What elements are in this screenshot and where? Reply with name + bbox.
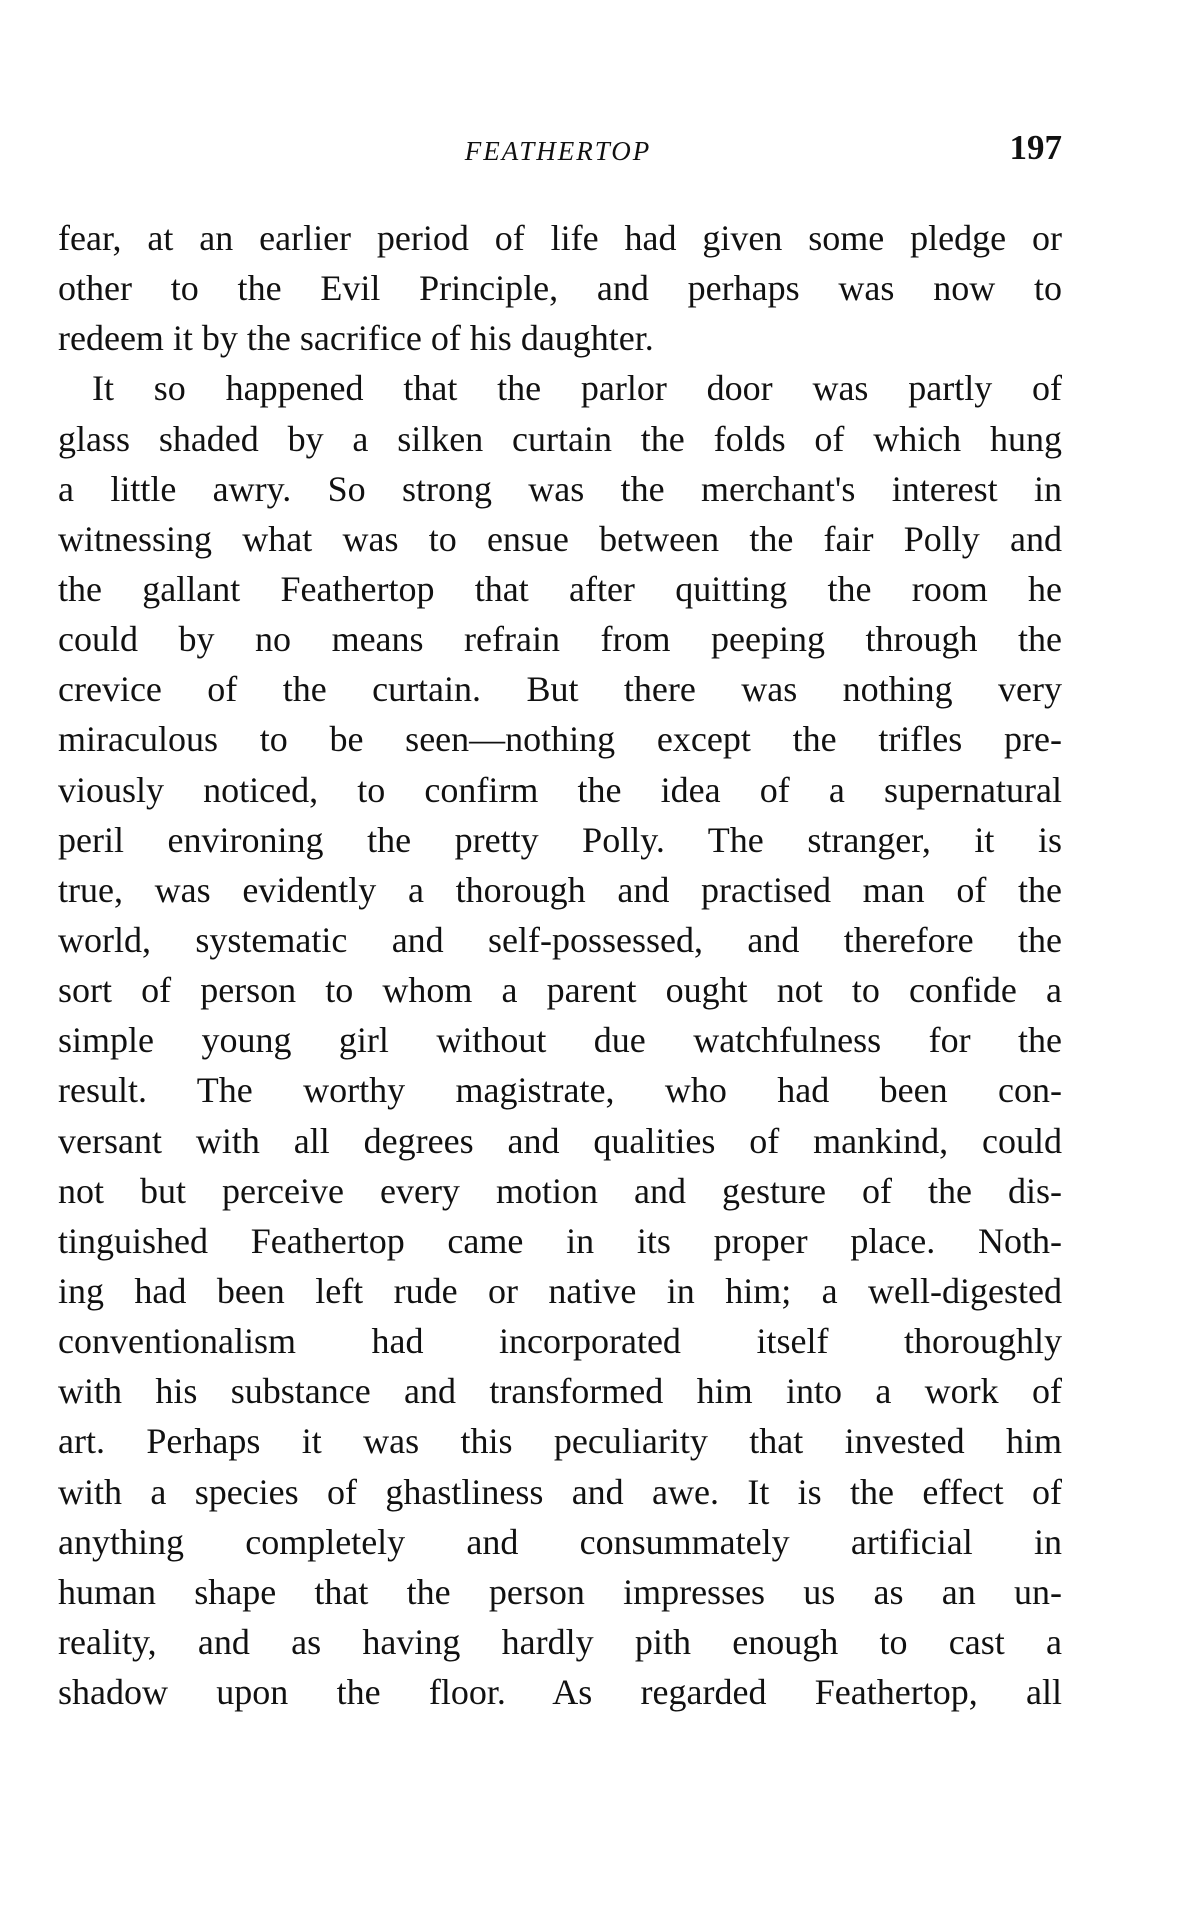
page-number: 197 bbox=[1009, 128, 1062, 167]
text-line: tinguished Feathertop came in its proper place. Noth- bbox=[58, 1220, 1062, 1261]
text-line: not but perceive every motion and gesture of the dis- bbox=[58, 1170, 1062, 1211]
body-text bbox=[58, 213, 1062, 1717]
text-line: versant with all degrees and qualities of mankind, could bbox=[58, 1120, 1062, 1161]
text-line: result. The worthy magistrate, who had been con- bbox=[58, 1070, 1062, 1111]
paragraph bbox=[58, 363, 1062, 1717]
text-line: the gallant Feathertop that after quitting the room he bbox=[58, 568, 1062, 609]
text-line: reality, and as having hardly pith enough to cast a bbox=[58, 1621, 1062, 1662]
text-line: glass shaded by a silken curtain the folds of which hung bbox=[58, 418, 1062, 459]
text-line: fear, at an earlier period of life had given some pledge or bbox=[58, 218, 1062, 258]
text-line: anything completely and consummately artificial in bbox=[58, 1521, 1062, 1562]
text-line: a little awry. So strong was the merchant's interest in bbox=[58, 468, 1062, 509]
text-line: redeem it by the sacrifice of his daughter. bbox=[58, 318, 654, 359]
text-line: other to the Evil Principle, and perhaps was now to bbox=[58, 268, 1062, 309]
running-head: FEATHERTOP bbox=[464, 136, 652, 166]
text-line: ing had been left rude or native in him; a well-digested bbox=[58, 1270, 1062, 1311]
text-line: conventionalism had incorporated itself thoroughly bbox=[58, 1321, 1062, 1362]
text-line: It so happened that the parlor door was partly of bbox=[92, 368, 1062, 409]
text-line: human shape that the person impresses us as an un- bbox=[58, 1571, 1062, 1612]
text-line: simple young girl without due watchfulness for the bbox=[58, 1020, 1062, 1061]
text-line: world, systematic and self-possessed, and therefore the bbox=[58, 919, 1062, 960]
text-line: peril environing the pretty Polly. The stranger, it is bbox=[58, 819, 1062, 860]
text-line: with a species of ghastliness and awe. It is the effect of bbox=[58, 1471, 1062, 1512]
text-line: art. Perhaps it was this peculiarity that invested him bbox=[58, 1421, 1062, 1462]
text-line: true, was evidently a thorough and practised man of the bbox=[58, 869, 1062, 910]
text-line: witnessing what was to ensue between the fair Polly and bbox=[58, 518, 1062, 559]
text-line: shadow upon the floor. As regarded Feathertop, all bbox=[58, 1672, 1062, 1713]
text-line: crevice of the curtain. But there was nothing very bbox=[58, 669, 1062, 710]
text-line: could by no means refrain from peeping through the bbox=[58, 619, 1062, 660]
text-line: viously noticed, to confirm the idea of a supernatural bbox=[58, 769, 1062, 810]
text-line: with his substance and transformed him into a work of bbox=[58, 1371, 1062, 1412]
text-line: sort of person to whom a parent ought not to confide a bbox=[58, 970, 1062, 1011]
text-line: miraculous to be seen—nothing except the trifles pre- bbox=[58, 719, 1062, 760]
paragraph bbox=[58, 213, 1062, 363]
